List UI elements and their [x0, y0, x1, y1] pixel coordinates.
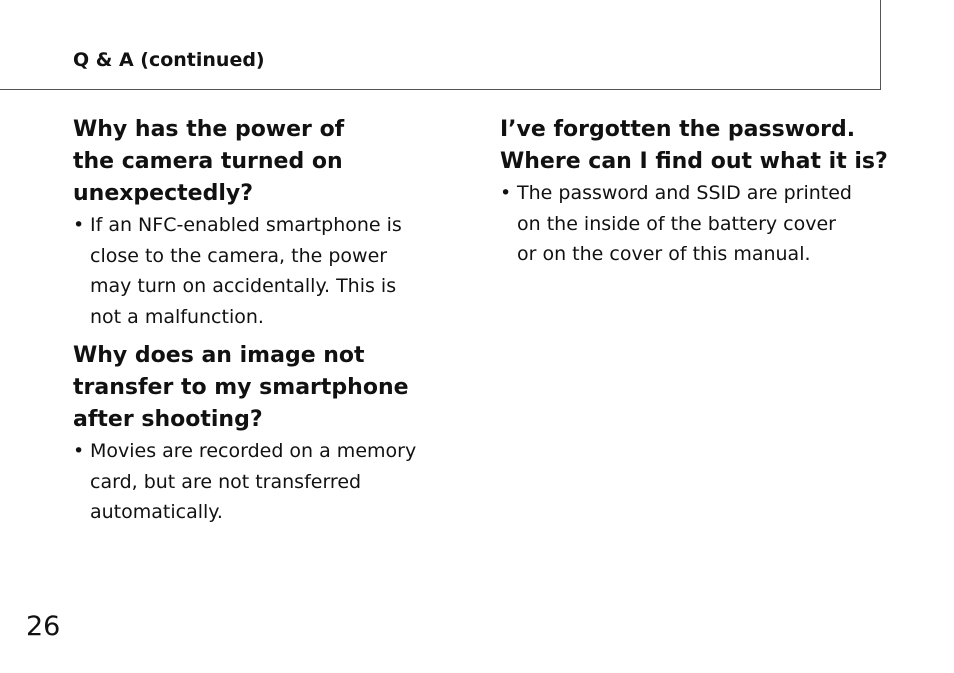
- question-heading: Why has the power of the camera turned on unexpectedly?: [73, 117, 345, 206]
- qa-power-on-unexpectedly: [73, 114, 458, 332]
- bullet-icon: •: [500, 182, 512, 204]
- header-rule: [0, 89, 881, 90]
- qa-image-not-transfer: [73, 340, 458, 528]
- question-heading: Why does an image not transfer to my smartphone after shooting?: [73, 343, 409, 432]
- answer-text: [73, 436, 458, 528]
- answer-text: [73, 210, 458, 332]
- answer-body: If an NFC-enabled smartphone is close to the camera, the power may turn on accidentally. This is not a malfunction.: [90, 214, 402, 328]
- header-vertical-rule: [880, 0, 881, 90]
- answer-text: [500, 178, 890, 270]
- answer-body: Movies are recorded on a memory card, but are not transferred automatically.: [90, 440, 417, 523]
- answer-body: The password and SSID are printed on the inside of the battery cover or on the cover of this manual.: [517, 182, 852, 265]
- left-column: [73, 114, 458, 536]
- bullet-icon: •: [73, 440, 85, 462]
- page-number: 26: [26, 611, 61, 642]
- right-column: [500, 114, 890, 278]
- question-heading: I’ve forgotten the password. Where can I find out what it is?: [500, 117, 888, 174]
- qa-forgotten-password: [500, 114, 890, 270]
- bullet-icon: •: [73, 214, 85, 236]
- section-header: Q & A (continued): [73, 49, 265, 71]
